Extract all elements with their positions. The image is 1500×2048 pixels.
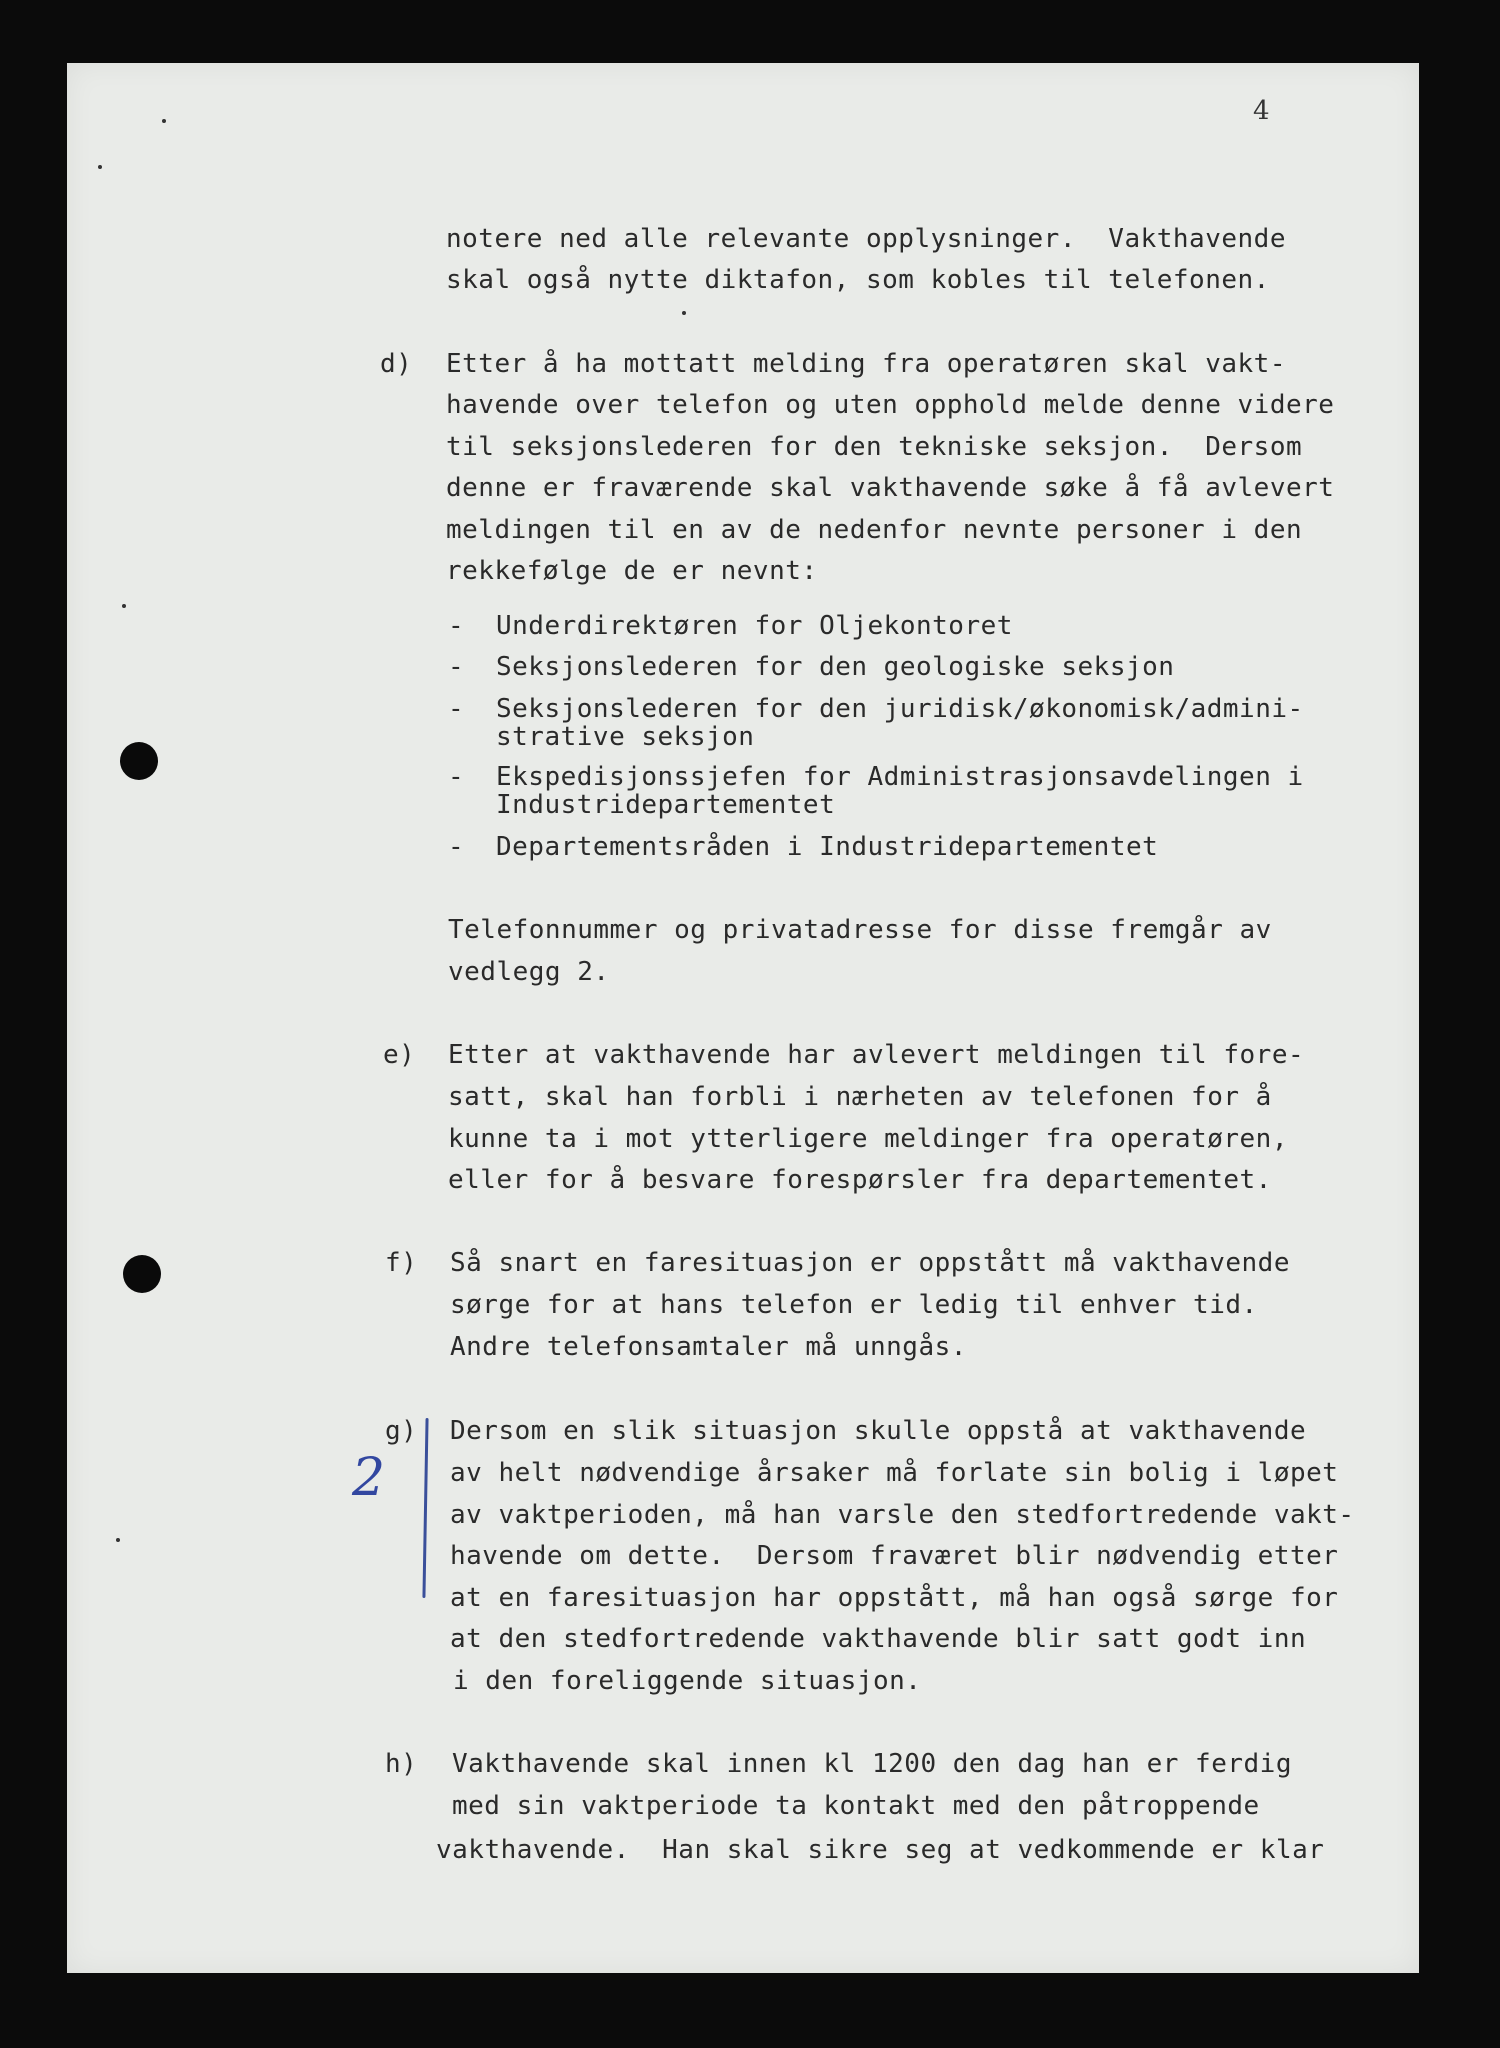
intro-line: skal også nytte diktafon, som kobles til telefonen. — [446, 265, 1270, 295]
section-d-line: meldingen til en av de nedenfor nevnte personer i den — [446, 515, 1303, 545]
section-d-line: Etter å ha mottatt melding fra operatøren skal vakt- — [446, 349, 1286, 379]
section-label-h: h) — [385, 1749, 418, 1779]
section-d-line: havende over telefon og uten opphold melde denne videre — [446, 390, 1335, 420]
list-dash: - — [448, 694, 465, 724]
paper-speck — [162, 119, 166, 123]
punch-hole-bottom — [123, 1255, 161, 1293]
list-dash: - — [448, 762, 465, 792]
section-f-line: Så snart en faresituasjon er oppstått må vakthavende — [450, 1248, 1290, 1278]
list-item: Underdirektøren for Oljekontoret — [496, 611, 1013, 641]
section-d-line: denne er fraværende skal vakthavende søke å få avlevert — [446, 473, 1335, 503]
section-g-line: havende om dette. Dersom fraværet blir nødvendig etter — [450, 1541, 1339, 1571]
section-e-line: Etter at vakthavende har avlevert meldingen til fore- — [448, 1040, 1305, 1070]
section-h-line: med sin vaktperiode ta kontakt med den påtroppende — [452, 1791, 1260, 1821]
list-item: strative seksjon — [496, 722, 755, 752]
section-e-line: eller for å besvare forespørsler fra departementet. — [448, 1165, 1272, 1195]
section-d-after-line: vedlegg 2. — [448, 957, 610, 987]
section-label-f: f) — [385, 1248, 418, 1278]
paper-speck — [98, 165, 102, 169]
section-d-after-line: Telefonnummer og privatadresse for disse fremgår av — [448, 915, 1272, 945]
section-h-line: vakthavende. Han skal sikre seg at vedkommende er klar — [436, 1835, 1325, 1865]
list-item: Industridepartementet — [496, 790, 836, 820]
list-item: Seksjonslederen for den geologiske seksjon — [496, 652, 1175, 682]
intro-line: notere ned alle relevante opplysninger. Vakthavende — [446, 224, 1286, 254]
punch-hole-top — [120, 742, 158, 780]
section-label-d: d) — [380, 349, 413, 379]
page-number: 4 — [1253, 96, 1271, 126]
section-f-line: sørge for at hans telefon er ledig til enhver tid. — [450, 1290, 1258, 1320]
handwritten-note: 2 — [352, 1448, 386, 1508]
list-item: Seksjonslederen for den juridisk/økonomisk/admini- — [496, 694, 1304, 724]
section-f-line: Andre telefonsamtaler må unngås. — [450, 1332, 967, 1362]
paper-speck — [122, 604, 126, 608]
paper-speck — [116, 1538, 120, 1542]
section-e-line: kunne ta i mot ytterligere meldinger fra operatøren, — [448, 1124, 1288, 1154]
section-d-line: rekkefølge de er nevnt: — [446, 556, 818, 586]
section-g-line: av vaktperioden, må han varsle den stedfortredende vakt- — [450, 1500, 1355, 1530]
section-g-line: at en faresituasjon har oppstått, må han også sørge for — [450, 1583, 1339, 1613]
section-label-g: g) — [385, 1416, 418, 1446]
list-item: Departementsråden i Industridepartementet — [496, 832, 1159, 862]
section-d-line: til seksjonslederen for den tekniske seksjon. Dersom — [446, 432, 1303, 462]
list-dash: - — [448, 611, 465, 641]
section-e-line: satt, skal han forbli i nærheten av telefonen for å — [448, 1082, 1272, 1112]
list-dash: - — [448, 652, 465, 682]
list-dash: - — [448, 832, 465, 862]
section-g-line: at den stedfortredende vakthavende blir satt godt inn — [450, 1624, 1307, 1654]
margin-annotation-bar — [422, 1418, 428, 1598]
section-g-line: av helt nødvendige årsaker må forlate sin bolig i løpet — [450, 1458, 1339, 1488]
section-label-e: e) — [383, 1040, 416, 1070]
paper-speck — [682, 311, 686, 315]
section-g-line: Dersom en slik situasjon skulle oppstå at vakthavende — [450, 1416, 1307, 1446]
list-item: Ekspedisjonssjefen for Administrasjonsavdelingen i — [496, 762, 1304, 792]
section-g-line: i den foreliggende situasjon. — [453, 1666, 922, 1696]
section-h-line: Vakthavende skal innen kl 1200 den dag han er ferdig — [452, 1749, 1292, 1779]
